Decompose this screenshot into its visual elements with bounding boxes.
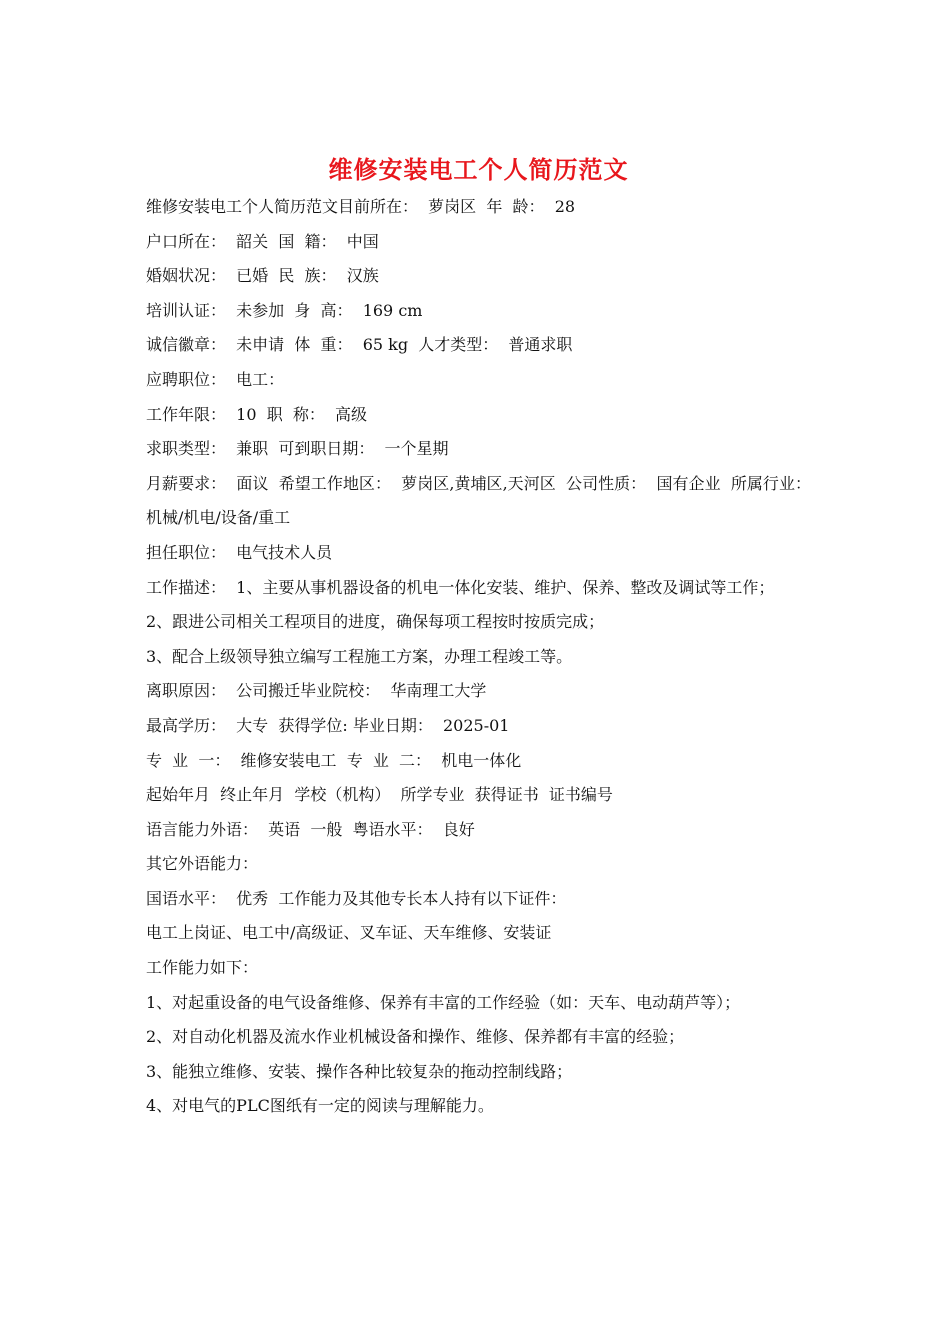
line-work-item-2: 2、跟进公司相关工程项目的进度，确保每项工程按时按质完成； — [146, 612, 605, 632]
line-ability-2: 2、对自动化机器及流水作业机械设备和操作、维修、保养都有丰富的经验； — [146, 1027, 685, 1047]
line-certificates: 电工上岗证、电工中/高级证、叉车证、天车维修、安装证 — [146, 923, 552, 943]
document-page — [146, 150, 811, 1124]
line-position: 应聘职位： 电工： — [146, 369, 285, 389]
line-abilities-heading: 工作能力如下： — [146, 958, 259, 978]
document-body — [146, 190, 811, 1124]
line-majors: 专 业 一： 维修安装电工 专 业 二： 机电一体化 — [146, 750, 522, 770]
line-education: 最高学历： 大专 获得学位: 毕业日期： 2025-01 — [146, 715, 510, 735]
line-role: 担任职位： 电气技术人员 — [146, 542, 333, 562]
line-ability-4: 4、对电气的PLC图纸有一定的阅读与理解能力。 — [146, 1096, 494, 1116]
line-marital-status: 婚姻状况： 已婚 民 族： 汉族 — [146, 266, 379, 286]
line-salary: 月薪要求： 面议 希望工作地区： 萝岗区,黄埔区,天河区 公司性质： 国有企业 所属行业：机械/机电/设备/重工 — [146, 473, 811, 528]
line-leave-reason: 离职原因： 公司搬迁毕业院校： 华南理工大学 — [146, 681, 487, 701]
line-training: 培训认证： 未参加 身 高： 169 cm — [146, 300, 423, 320]
line-integrity-badge: 诚信徽章： 未申请 体 重： 65 kg 人才类型： 普通求职 — [146, 335, 573, 355]
line-ability-3: 3、能独立维修、安装、操作各种比较复杂的拖动控制线路； — [146, 1061, 573, 1081]
line-work-item-3: 3、配合上级领导独立编写工程施工方案，办理工程竣工等。 — [146, 646, 573, 666]
line-job-type: 求职类型： 兼职 可到职日期： 一个星期 — [146, 439, 449, 459]
line-work-description: 工作描述： 1、主要从事机器设备的机电一体化安装、维护、保养、整改及调试等工作； — [146, 577, 775, 597]
line-education-table-header: 起始年月 终止年月 学校（机构） 所学专业 获得证书 证书编号 — [146, 785, 613, 805]
line-other-language: 其它外语能力： — [146, 854, 259, 874]
line-mandarin: 国语水平： 优秀 工作能力及其他专长本人持有以下证件： — [146, 888, 567, 908]
line-current-location: 维修安装电工个人简历范文目前所在： 萝岗区 年 龄： 28 — [146, 197, 576, 216]
line-work-years: 工作年限： 10 职 称： 高级 — [146, 404, 368, 424]
line-ability-1: 1、对起重设备的电气设备维修、保养有丰富的工作经验（如：天车、电动葫芦等）； — [146, 992, 741, 1012]
line-hukou: 户口所在： 韶关 国 籍： 中国 — [146, 231, 379, 251]
document-title: 维修安装电工个人简历范文 — [328, 155, 629, 184]
line-language: 语言能力外语： 英语 一般 粤语水平： 良好 — [146, 819, 475, 839]
